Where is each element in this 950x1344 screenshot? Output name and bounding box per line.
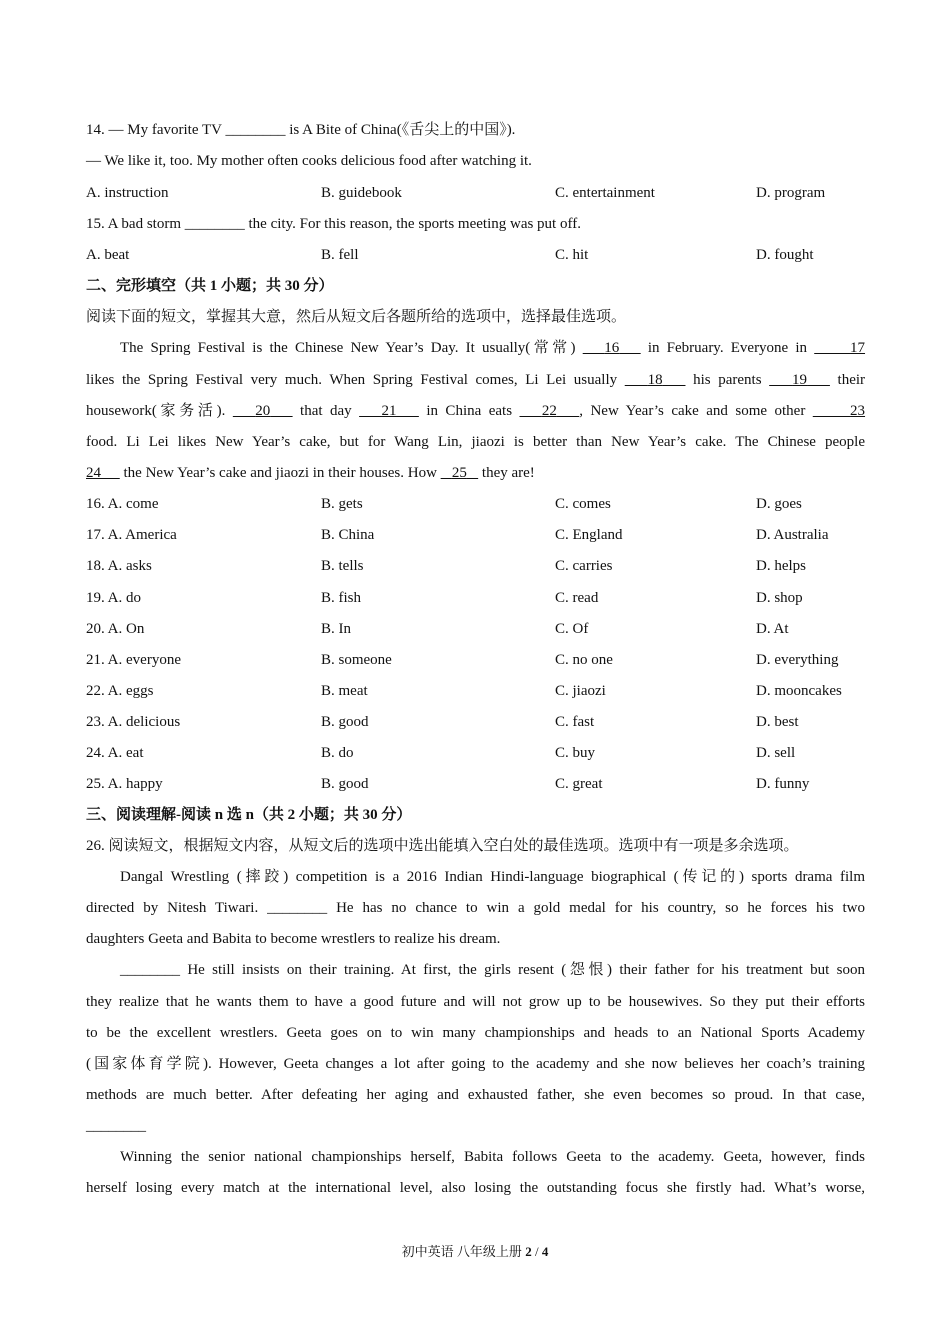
section2-heading: 二、完形填空（共 1 小题；共 30 分）: [86, 278, 334, 294]
option-a: A. instruction: [86, 185, 169, 201]
option-c: C. buy: [555, 745, 596, 761]
option-a: 21. A. everyone: [86, 652, 181, 668]
option-a: 25. A. happy: [86, 776, 163, 792]
option-b: B. fish: [321, 590, 362, 606]
cloze-line-5: 24 the New Year’s cake and jiaozi in their houses. How 25 they are!: [86, 465, 535, 481]
page-number: 2: [525, 1244, 532, 1259]
option-a: 16. A. come: [86, 496, 159, 512]
blank-21: 21: [381, 403, 397, 419]
reading-p1-line-2: directed by Nitesh Tiwari. ________ He has no chance to win a gold medal for his country, so he forces his two: [86, 900, 865, 916]
reading-p2-line-2: they realize that he wants them to have a good future and will not grow up to be housewives. So they put their efforts: [86, 994, 865, 1010]
option-d: D. best: [756, 714, 799, 730]
q19-options: [86, 583, 865, 614]
option-a: 24. A. eat: [86, 745, 144, 761]
q17-options: [86, 520, 865, 551]
q16-options: [86, 489, 865, 520]
q14-stem: 14. — My favorite TV ________ is A Bite of China(《舌尖上的中国》).: [86, 122, 516, 138]
reading-p3-line-2: herself losing every match at the international level, also losing the outstanding focus she firstly had. What’s worse,: [86, 1180, 865, 1196]
option-c: C. carries: [555, 558, 613, 574]
reading-p2-line-6: [86, 1111, 865, 1142]
blank-18: 18: [647, 372, 663, 388]
reading-p2-line-4: (国家体育学院). However, Geeta changes a lot after going to the academy and she now believes her coach’s training: [86, 1056, 865, 1072]
option-d: D. fought: [756, 247, 814, 263]
answer-blank: ________: [86, 1118, 146, 1134]
option-a: 23. A. delicious: [86, 714, 181, 730]
blank-20: 20: [255, 403, 271, 419]
q15-stem: 15. A bad storm ________ the city. For this reason, the sports meeting was put off.: [86, 216, 581, 232]
option-b: B. In: [321, 621, 351, 637]
q26-instruction: 26. 阅读短文，根据短文内容，从短文后的选项中选出能填入空白处的最佳选项。选项中有一项是多余选项。: [86, 838, 799, 854]
reading-p1-line-1: Dangal Wrestling (摔跤) competition is a 2016 Indian Hindi-language biographical (传记的) sports drama film: [120, 869, 865, 885]
option-a: A. beat: [86, 247, 130, 263]
q18-options: [86, 551, 865, 582]
option-b: B. good: [321, 714, 369, 730]
option-c: C. hit: [555, 247, 589, 263]
answer-blank: ________: [267, 900, 328, 916]
option-d: D. funny: [756, 776, 810, 792]
blank-23: 23: [850, 403, 866, 419]
reading-p2-line-3: to be the excellent wrestlers. Geeta goes on to win many championships and heads to an National Sports Academy: [86, 1025, 865, 1041]
option-c: C. comes: [555, 496, 611, 512]
reading-p2-line-1: ________ He still insists on their training. At first, the girls resent (怨恨) their father for his treatment but soon: [120, 962, 865, 978]
option-c: C. Of: [555, 621, 589, 637]
option-d: D. At: [756, 621, 789, 637]
option-a: 18. A. asks: [86, 558, 152, 574]
q14-reply: — We like it, too. My mother often cooks delicious food after watching it.: [86, 153, 532, 169]
option-c: C. great: [555, 776, 603, 792]
blank-19: 19: [792, 372, 808, 388]
option-a: 17. A. America: [86, 527, 177, 543]
option-c: C. entertainment: [555, 185, 655, 201]
option-b: B. do: [321, 745, 354, 761]
q15-options: [86, 240, 865, 271]
option-d: D. program: [756, 185, 826, 201]
option-a: 20. A. On: [86, 621, 145, 637]
option-d: D. shop: [756, 590, 803, 606]
answer-blank: ________: [120, 962, 180, 978]
q14-options: [86, 178, 865, 209]
blank-24: 24: [86, 465, 101, 481]
section2-instruction: 阅读下面的短文，掌握其大意，然后从短文后各题所给的选项中，选择最佳选项。: [86, 309, 627, 325]
cloze-line-2: likes the Spring Festival very much. When Spring Festival comes, Li Lei usually 18 his parents 19 their: [86, 372, 866, 388]
blank-16: 16: [604, 340, 620, 356]
option-d: D. Australia: [756, 527, 829, 543]
reading-p1-line-3: daughters Geeta and Babita to become wrestlers to realize his dream.: [86, 931, 501, 947]
cloze-line-1: The Spring Festival is the Chinese New Year’s Day. It usually(常常) 16 in February. Everyone in 17: [120, 340, 866, 356]
option-d: D. helps: [756, 558, 806, 574]
option-d: D. goes: [756, 496, 802, 512]
option-b: B. someone: [321, 652, 392, 668]
option-c: C. jiaozi: [555, 683, 606, 699]
option-d: D. sell: [756, 745, 796, 761]
cloze-line-4: food. Li Lei likes New Year’s cake, but for Wang Lin, jiaozi is better than New Year’s cake. The Chinese people: [86, 434, 865, 450]
blank-22: 22: [541, 403, 557, 419]
option-d: D. everything: [756, 652, 839, 668]
q25-options: [86, 769, 865, 800]
option-b: B. meat: [321, 683, 368, 699]
reading-p3-line-1: Winning the senior national championships herself, Babita follows Geeta to the academy. Geeta, however, finds: [120, 1149, 865, 1165]
option-c: C. fast: [555, 714, 595, 730]
q20-options: [86, 614, 865, 645]
option-c: C. England: [555, 527, 623, 543]
q23-options: [86, 707, 865, 738]
option-a: 22. A. eggs: [86, 683, 154, 699]
option-b: B. guidebook: [321, 185, 402, 201]
q22-options: [86, 676, 865, 707]
option-b: B. fell: [321, 247, 359, 263]
option-d: D. mooncakes: [756, 683, 842, 699]
q21-options: [86, 645, 865, 676]
option-c: C. read: [555, 590, 599, 606]
page-total: 4: [541, 1244, 549, 1259]
blank-25: 25: [451, 465, 467, 481]
section3-heading: 三、阅读理解-阅读 n 选 n（共 2 小题；共 30 分）: [86, 807, 412, 823]
option-a: 19. A. do: [86, 590, 142, 606]
page-footer: 初中英语 八年级上册 2 / 4: [401, 1244, 549, 1259]
cloze-line-3: housework(家务活). 20 that day 21 in China eats 22 , New Year’s cake and some other 23: [86, 403, 866, 419]
answer-blank: ________: [225, 122, 286, 138]
option-c: C. no one: [555, 652, 613, 668]
q24-options: [86, 738, 865, 769]
option-b: B. tells: [321, 558, 364, 574]
option-b: B. gets: [321, 496, 363, 512]
blank-17: 17: [850, 340, 866, 356]
reading-p2-line-5: methods are much better. After defeating her aging and exhausted father, she even becomes so proud. In that case,: [86, 1087, 865, 1103]
option-b: B. good: [321, 776, 369, 792]
option-b: B. China: [321, 527, 375, 543]
